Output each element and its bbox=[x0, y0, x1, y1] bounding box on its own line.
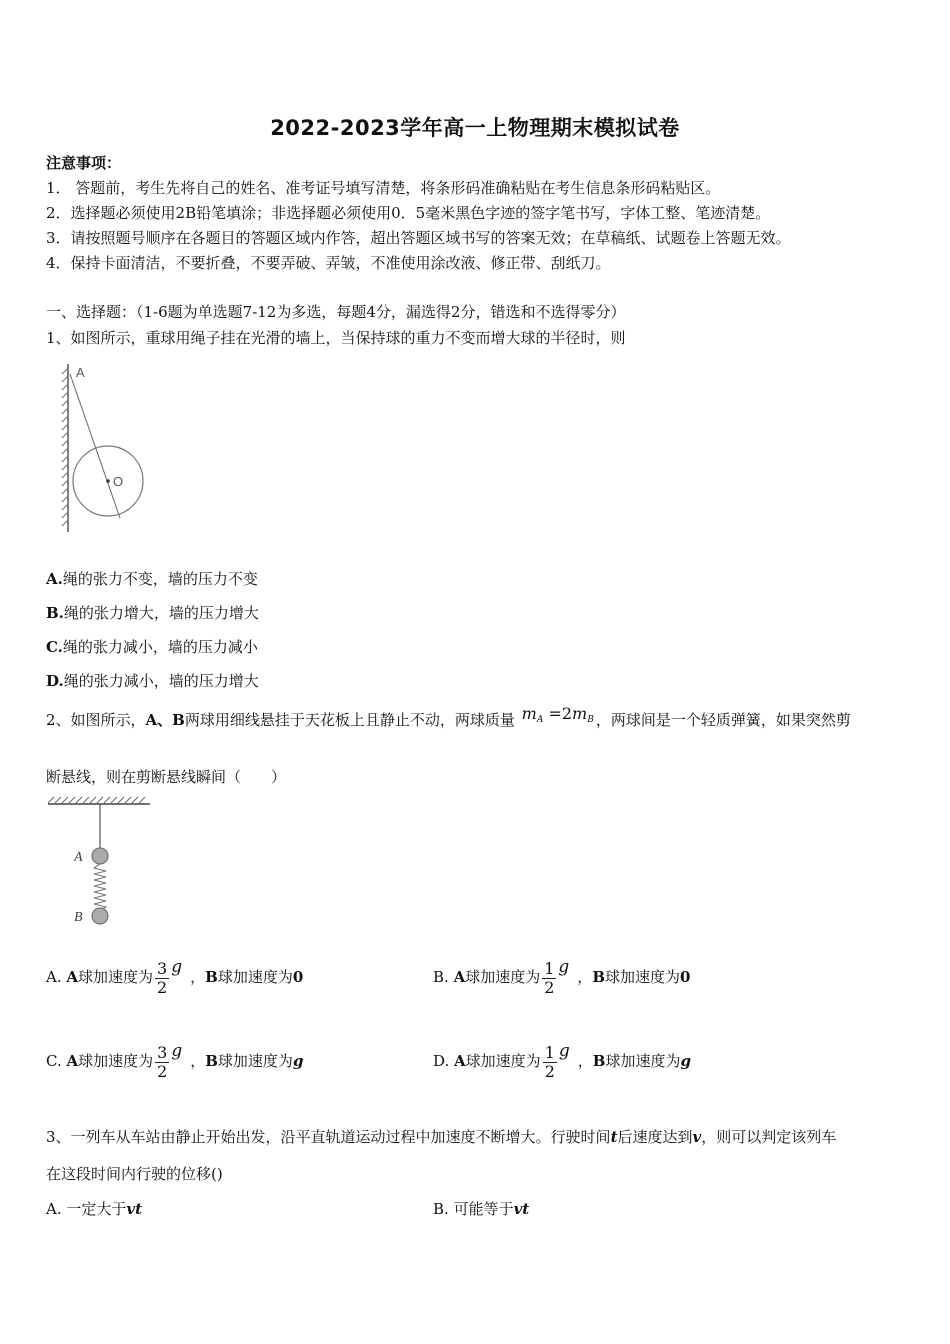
q3-stem-line2: 在这段时间内行驶的位移() bbox=[46, 1165, 223, 1183]
q3-option-b[interactable]: B. 可能等于vt bbox=[433, 1200, 530, 1218]
q3-stem: 3、一列车从车站由静止开始出发，沿平直轨道运动过程中加速度不断增大。行驶时间t后速度达到v，则可以判定该列车 bbox=[46, 1128, 837, 1146]
q2-option-b[interactable]: B. A球加速度为 $\frac{1}{2}$ g ，B球加速度为0 bbox=[433, 957, 691, 997]
fraction: $\frac{1}{2}$ bbox=[544, 958, 555, 997]
q1-label-o: O bbox=[113, 474, 124, 489]
q2-stem-line2: 断悬线，则在剪断悬线瞬间（ ） bbox=[46, 768, 287, 786]
q1-option-d[interactable]: D.绳的张力减小，墙的压力增大 bbox=[46, 672, 259, 690]
q2-stem: 2、如图所示，A、B两球用细线悬挂于天花板上且静止不动，两球质量 $m_A =2m_B$ ，两球间是一个轻质弹簧，如果突然剪 bbox=[46, 704, 851, 729]
note-item: 2．选择题必须使用2B铅笔填涂；非选择题必须使用0．5毫米黑色字迹的签字笔书写，字体工整、笔迹清楚。 bbox=[46, 204, 771, 222]
page-title: 2022-2023学年高一上物理期末模拟试卷 bbox=[270, 116, 680, 140]
q1-option-a[interactable]: A.绳的张力不变，墙的压力不变 bbox=[46, 570, 258, 588]
q2-option-c[interactable]: C. A球加速度为 $\frac{3}{2}$ g ，B球加速度为g bbox=[46, 1041, 304, 1081]
section-heading: 一、选择题：（1-6题为单选题7-12为多选，每题4分，漏选得2分，错选和不选得零分） bbox=[46, 303, 626, 321]
q1-label-a: A bbox=[76, 365, 85, 380]
fraction: $\frac{1}{2}$ bbox=[544, 1042, 555, 1081]
q1-option-c[interactable]: C.绳的张力减小，墙的压力减小 bbox=[46, 638, 258, 656]
fraction: $\frac{3}{2}$ bbox=[157, 1042, 168, 1081]
q2-option-d[interactable]: D. A球加速度为 $\frac{1}{2}$ g ，B球加速度为g bbox=[433, 1041, 691, 1081]
q1-stem: 1、如图所示，重球用绳子挂在光滑的墙上，当保持球的重力不变而增大球的半径时，则 bbox=[46, 329, 626, 347]
notes-heading: 注意事项： bbox=[46, 154, 122, 172]
q2-label-a: A bbox=[74, 850, 83, 865]
q2-option-a[interactable]: A. A球加速度为 $\frac{3}{2}$ g ，B球加速度为0 bbox=[46, 957, 304, 997]
fraction: $\frac{3}{2}$ bbox=[157, 958, 168, 997]
q2-label-b: B bbox=[74, 910, 83, 925]
q2-mass-formula: $m_A =2m_B$ bbox=[521, 704, 594, 725]
q2-figure-spring-balls bbox=[44, 796, 154, 930]
q1-figure-wall-ball bbox=[58, 360, 158, 538]
note-item: 4．保持卡面清洁，不要折叠，不要弄破、弄皱，不准使用涂改液、修正带、刮纸刀。 bbox=[46, 254, 611, 272]
q3-option-a[interactable]: A. 一定大于vt bbox=[46, 1200, 143, 1218]
note-item: 1． 答题前，考生先将自己的姓名、准考证号填写清楚，将条形码准确粘贴在考生信息条形码粘贴区。 bbox=[46, 179, 721, 197]
q1-option-b[interactable]: B.绳的张力增大，墙的压力增大 bbox=[46, 604, 259, 622]
note-item: 3．请按照题号顺序在各题目的答题区域内作答，超出答题区域书写的答案无效；在草稿纸、试题卷上答题无效。 bbox=[46, 229, 791, 247]
